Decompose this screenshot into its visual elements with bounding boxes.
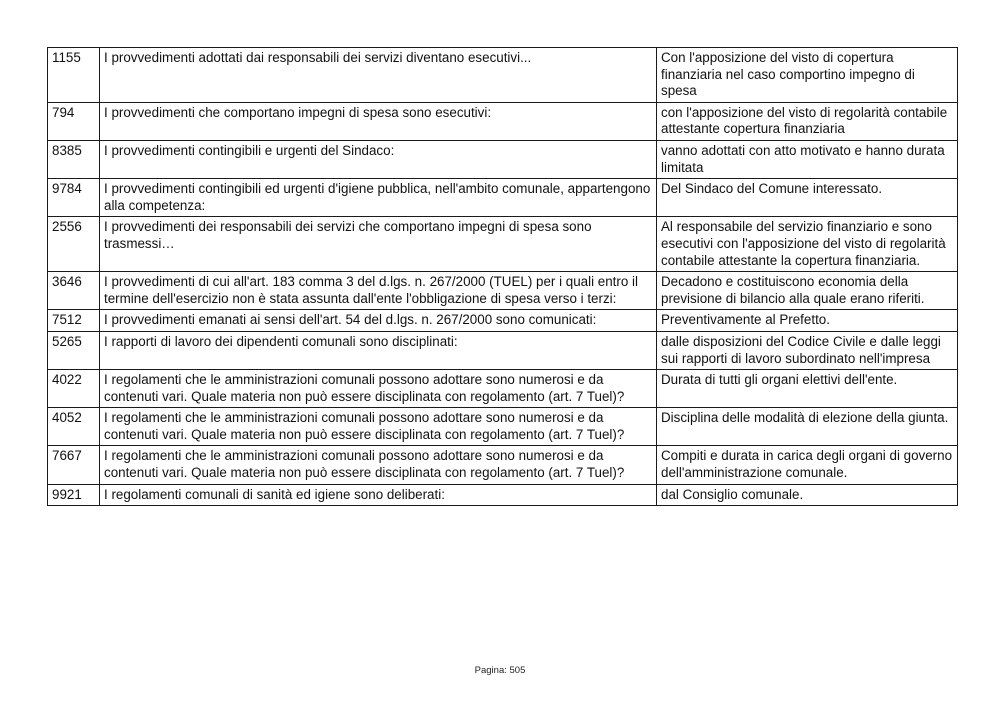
table-row [48,48,958,103]
row-answer: Decadono e costituiscono economia della previsione di bilancio alla quale erano riferiti. [657,272,958,310]
row-question: I provvedimenti contingibili ed urgenti d'igiene pubblica, nell'ambito comunale, appartengono alla competenza: [100,179,657,217]
row-id: 8385 [48,140,100,178]
table-row [48,331,958,369]
table-row [48,179,958,217]
row-question: I provvedimenti emanati ai sensi dell'art. 54 del d.lgs. n. 267/2000 sono comunicati: [100,310,657,332]
table-row [48,140,958,178]
row-question: I regolamenti che le amministrazioni comunali possono adottare sono numerosi e da contenuti vari. Quale materia non può essere disciplinata con regolamento (art. 7 Tuel)? [100,370,657,408]
row-id: 5265 [48,331,100,369]
row-answer: con l'apposizione del visto di regolarità contabile attestante copertura finanziaria [657,102,958,140]
row-id: 7512 [48,310,100,332]
row-answer: Durata di tutti gli organi elettivi dell'ente. [657,370,958,408]
row-id: 9921 [48,484,100,506]
table-row [48,370,958,408]
row-answer: Disciplina delle modalità di elezione della giunta. [657,408,958,446]
row-question: I rapporti di lavoro dei dipendenti comunali sono disciplinati: [100,331,657,369]
row-question: I regolamenti comunali di sanità ed igiene sono deliberati: [100,484,657,506]
table-row [48,310,958,332]
row-answer: Del Sindaco del Comune interessato. [657,179,958,217]
row-answer: dalle disposizioni del Codice Civile e dalle leggi sui rapporti di lavoro subordinato nell'impresa [657,331,958,369]
table-row [48,272,958,310]
row-question: I regolamenti che le amministrazioni comunali possono adottare sono numerosi e da contenuti vari. Quale materia non può essere disciplinata con regolamento (art. 7 Tuel)? [100,408,657,446]
table-row [48,484,958,506]
row-question: I provvedimenti dei responsabili dei servizi che comportano impegni di spesa sono trasmessi… [100,217,657,272]
row-id: 3646 [48,272,100,310]
row-answer: Con l'apposizione del visto di copertura finanziaria nel caso comportino impegno di spesa [657,48,958,103]
row-id: 1155 [48,48,100,103]
row-id: 4022 [48,370,100,408]
row-answer: Compiti e durata in carica degli organi di governo dell'amministrazione comunale. [657,446,958,484]
table-row [48,102,958,140]
quiz-table [47,47,958,506]
table-row [48,217,958,272]
row-id: 2556 [48,217,100,272]
row-question: I provvedimenti contingibili e urgenti del Sindaco: [100,140,657,178]
table-row [48,408,958,446]
row-answer: vanno adottati con atto motivato e hanno durata limitata [657,140,958,178]
row-question: I regolamenti che le amministrazioni comunali possono adottare sono numerosi e da contenuti vari. Quale materia non può essere disciplinata con regolamento (art. 7 Tuel)? [100,446,657,484]
row-question: I provvedimenti che comportano impegni di spesa sono esecutivi: [100,102,657,140]
row-question: I provvedimenti di cui all'art. 183 comma 3 del d.lgs. n. 267/2000 (TUEL) per i quali entro il termine dell'esercizio non è stata assunta dall'ente l'obbligazione di spesa verso i terzi: [100,272,657,310]
row-id: 7667 [48,446,100,484]
row-id: 794 [48,102,100,140]
row-answer: dal Consiglio comunale. [657,484,958,506]
row-question: I provvedimenti adottati dai responsabili dei servizi diventano esecutivi... [100,48,657,103]
row-answer: Preventivamente al Prefetto. [657,310,958,332]
row-id: 4052 [48,408,100,446]
table-row [48,446,958,484]
page-number: Pagina: 505 [474,665,526,676]
row-id: 9784 [48,179,100,217]
quiz-table-body [48,48,958,506]
row-answer: Al responsabile del servizio finanziario e sono esecutivi con l'apposizione del visto di regolarità contabile attestante la copertura finanziaria. [657,217,958,272]
